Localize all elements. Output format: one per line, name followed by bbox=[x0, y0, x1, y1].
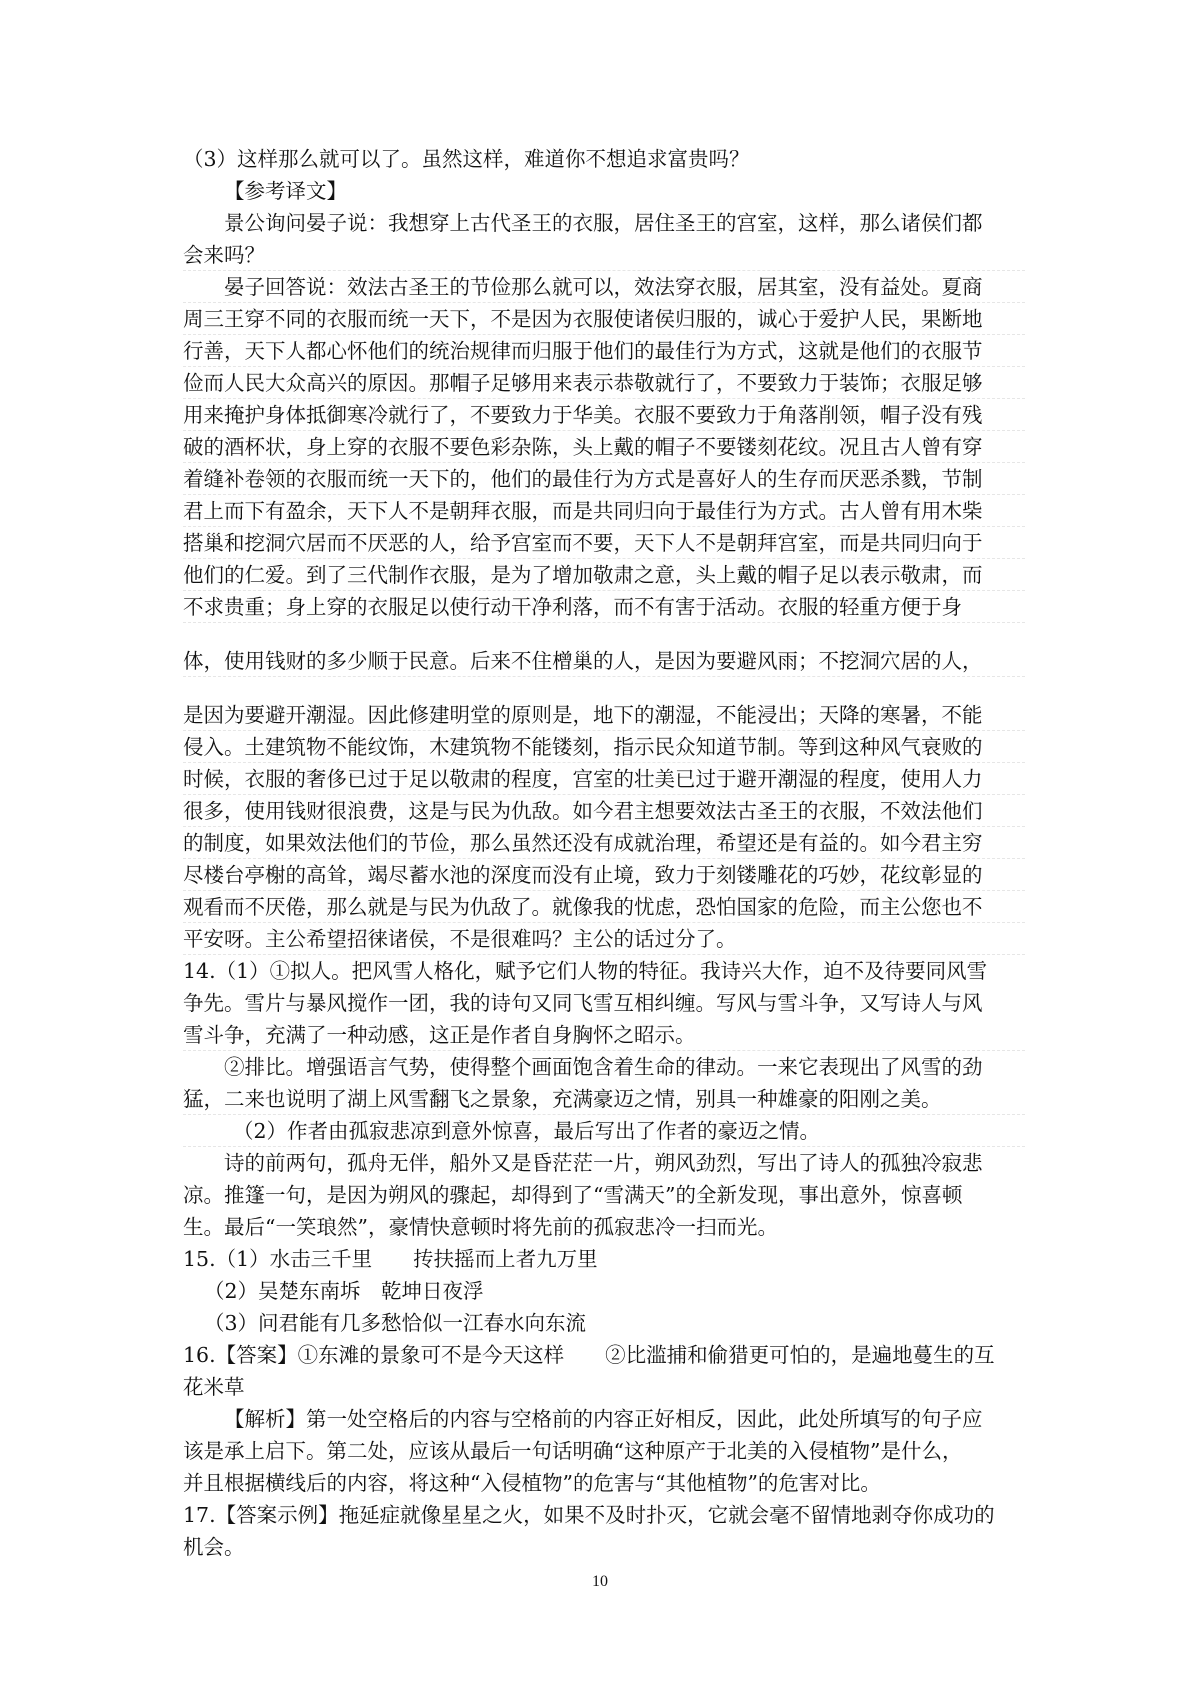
text-line: ②排比。增强语言气势，使得整个画面饱含着生命的律动。一来它表现出了风雪的劲 bbox=[224, 1055, 983, 1079]
text-line: 14.（1）①拟人。把风雪人格化，赋予它们人物的特征。我诗兴大作，迫不及待要同风雪 bbox=[183, 959, 988, 983]
text-line: 用来掩护身体抵御寒冷就行了，不要致力于华美。衣服不要致力于角落削领，帽子没有残 bbox=[183, 399, 1025, 431]
text-line: 的制度，如果效法他们的节俭，那么虽然还没有成就治理，希望还是有益的。如今君主穷 bbox=[183, 827, 1025, 859]
text-line: 尽楼台亭榭的高耸，竭尽蓄水池的深度而没有止境，致力于刻镂雕花的巧妙，花纹彰显的 bbox=[183, 859, 1025, 891]
text-line: 是因为要避开潮湿。因此修建明堂的原则是，地下的潮湿，不能浸出；天降的寒暑，不能 bbox=[183, 699, 1025, 731]
text-line: 争先。雪片与暴风搅作一团，我的诗句又同飞雪互相纠缠。写风与雪斗争，又写诗人与风 bbox=[183, 991, 983, 1015]
text-line: （2）吴楚东南坼 乾坤日夜浮 bbox=[204, 1279, 484, 1303]
text-line: 平安呀。主公希望招徕诸侯，不是很难吗？主公的话过分了。 bbox=[183, 923, 1025, 955]
text-line: 【参考译文】 bbox=[224, 179, 347, 203]
text-line: 破的酒杯状，身上穿的衣服不要色彩杂陈，头上戴的帽子不要镂刻花纹。况且古人曾有穿 bbox=[183, 431, 1025, 463]
text-line: 君上而下有盈余，天下人不是朝拜衣服，而是共同归向于最佳行为方式。古人曾有用木柴 bbox=[183, 495, 1025, 527]
text-line: （3）问君能有几多愁恰似一江春水向东流 bbox=[204, 1311, 587, 1335]
text-line: 侵入。土建筑物不能纹饰，木建筑物不能镂刻，指示民众知道节制。等到这种风气衰败的 bbox=[183, 731, 1025, 763]
text-line: 观看而不厌倦，那么就是与民为仇敌了。就像我的忧虑，恐怕国家的危险，而主公您也不 bbox=[183, 891, 1025, 923]
text-line: 很多，使用钱财很浪费，这是与民为仇敌。如今君主想要效法古圣王的衣服，不效法他们 bbox=[183, 795, 1025, 827]
text-line: 搭巢和挖洞穴居而不厌恶的人，给予宫室而不要，天下人不是朝拜宫室，而是共同归向于 bbox=[183, 527, 1025, 559]
text-line: 着缝补卷领的衣服而统一天下的，他们的最佳行为方式是喜好人的生存而厌恶杀戮，节制 bbox=[183, 463, 1025, 495]
text-line: 晏子回答说：效法古圣王的节俭那么就可以，效法穿衣服，居其室，没有益处。夏商 bbox=[183, 271, 1025, 303]
text-line: 17.【答案示例】拖延症就像星星之火，如果不及时扑灭，它就会毫不留情地剥夺你成功的 bbox=[183, 1503, 995, 1527]
text-line: 凉。推篷一句，是因为朔风的骤起，却得到了“雪满天”的全新发现，事出意外，惊喜顿 bbox=[183, 1183, 963, 1207]
text-line: 行善，天下人都心怀他们的统治规律而归服于他们的最佳行为方式，这就是他们的衣服节 bbox=[183, 335, 1025, 367]
text-line: （3）这样那么就可以了。虽然这样，难道你不想追求富贵吗？ bbox=[183, 147, 750, 171]
text-line: 不求贵重；身上穿的衣服足以使行动干净利落，而不有害于活动。衣服的轻重方便于身 bbox=[183, 591, 1025, 623]
text-line: （2）作者由孤寂悲凉到意外惊喜，最后写出了作者的豪迈之情。 bbox=[183, 1115, 1025, 1147]
text-line: 【解析】第一处空格后的内容与空格前的内容正好相反，因此，此处所填写的句子应 bbox=[224, 1407, 983, 1431]
text-line: 机会。 bbox=[183, 1535, 245, 1559]
text-line: 并且根据横线后的内容，将这种“入侵植物”的危害与“其他植物”的危害对比。 bbox=[183, 1471, 881, 1495]
text-line: 周三王穿不同的衣服而统一天下，不是因为衣服使诸侯归服的，诚心于爱护人民，果断地 bbox=[183, 303, 1025, 335]
text-line: 花米草 bbox=[183, 1375, 245, 1399]
text-line: 雪斗争，充满了一种动感，这正是作者自身胸怀之昭示。 bbox=[183, 1019, 1025, 1051]
text-line: 该是承上启下。第二处，应该从最后一句话明确“这种原产于北美的入侵植物”是什么， bbox=[183, 1439, 963, 1463]
text-line: 时候，衣服的奢侈已过于足以敬肃的程度，宫室的壮美已过于避开潮湿的程度，使用人力 bbox=[183, 763, 1025, 795]
text-line: 体，使用钱财的多少顺于民意。后来不住橧巢的人，是因为要避风雨；不挖洞穴居的人， bbox=[183, 645, 1025, 677]
text-line: 15.（1）水击三千里 抟扶摇而上者九万里 bbox=[183, 1247, 598, 1271]
line-gap bbox=[183, 677, 1025, 699]
text-line: 16.【答案】①东滩的景象可不是今天这样 ②比滥捕和偷猎更可怕的，是遍地蔓生的互 bbox=[183, 1343, 995, 1367]
text-line: 俭而人民大众高兴的原因。那帽子足够用来表示恭敬就行了，不要致力于装饰；衣服足够 bbox=[183, 367, 1025, 399]
text-line: 他们的仁爱。到了三代制作衣服，是为了增加敬肃之意，头上戴的帽子足以表示敬肃，而 bbox=[183, 559, 1025, 591]
document-body bbox=[183, 143, 1025, 1563]
text-line: 生。最后“一笑琅然”，豪情快意顿时将先前的孤寂悲冷一扫而光。 bbox=[183, 1215, 778, 1239]
page-number: 10 bbox=[592, 1573, 608, 1590]
text-line: 诗的前两句，孤舟无伴，船外又是昏茫茫一片，朔风劲烈，写出了诗人的孤独冷寂悲 bbox=[224, 1151, 983, 1175]
text-line: 猛，二来也说明了湖上风雪翻飞之景象，充满豪迈之情，别具一种雄豪的阳刚之美。 bbox=[183, 1083, 1025, 1115]
text-line: 景公询问晏子说：我想穿上古代圣王的衣服，居住圣王的宫室，这样，那么诸侯们都 bbox=[224, 211, 983, 235]
text-line: 会来吗？ bbox=[183, 239, 1025, 271]
line-gap bbox=[183, 623, 1025, 645]
